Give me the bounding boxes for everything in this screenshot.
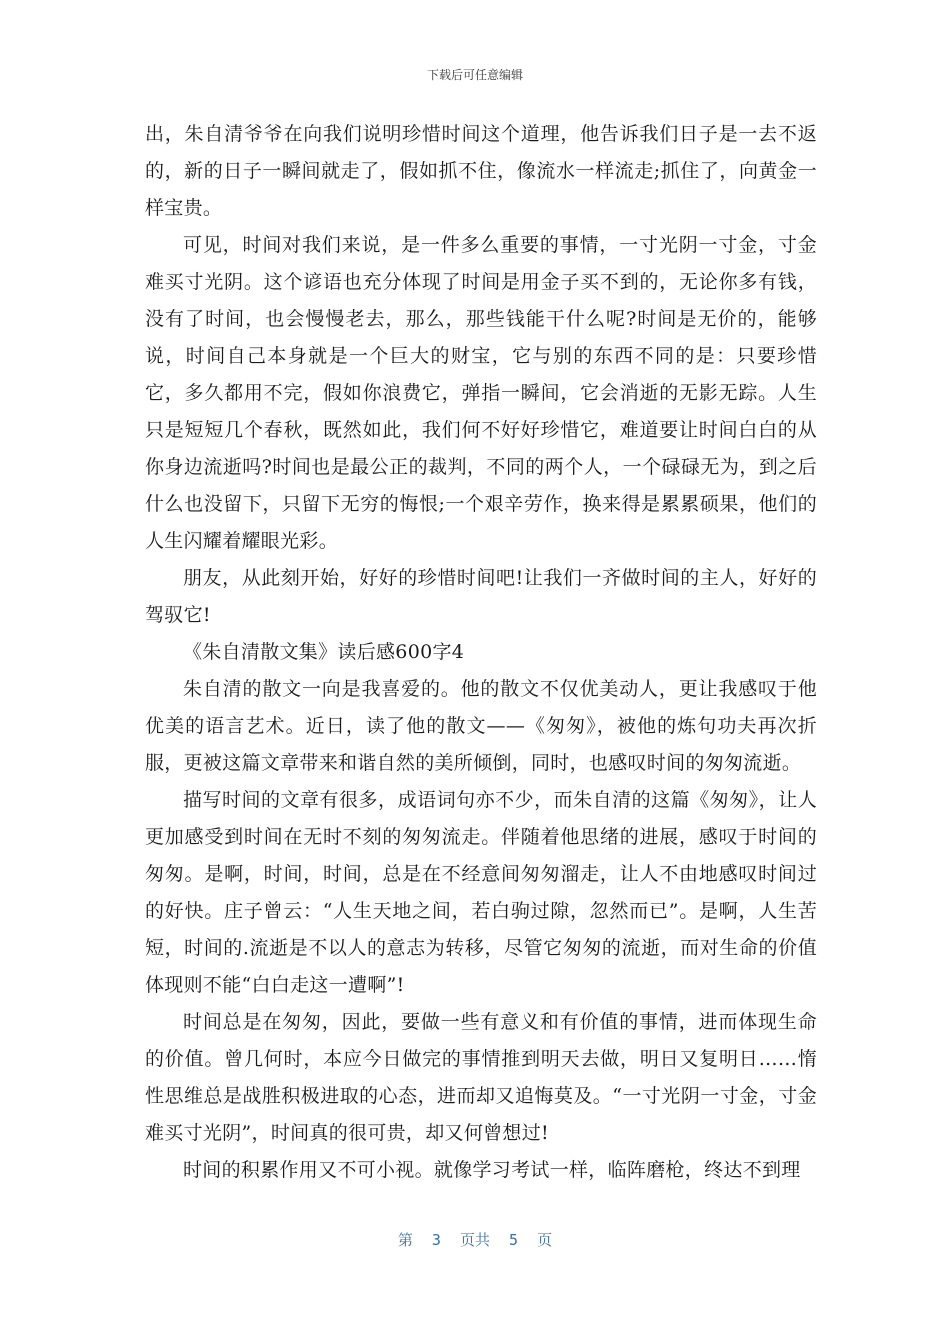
paragraph-2: 可见，时间对我们来说，是一件多么重要的事情，一寸光阴一寸金，寸金难买寸光阴。这个谚语也充分体现了时间是用金子买不到的，无论你多有钱，没有了时间，也会慢慢老去，那么，那些钱能干什么呢?时间是无价的，能够说，时间自己本身就是一个巨大的财宝，它与别的东西不同的是：只要珍惜它，多久都用不完，假如你浪费它，弹指一瞬间，它会消逝的无影无踪。人生只是短短几个春秋，既然如此，我们何不好好珍惜它，难道要让时间白白的从你身边流逝吗?时间也是最公正的裁判，不同的两个人，一个碌碌无为，到之后什么也没留下，只留下无穷的悔恨;一个艰辛劳作，换来得是累累硕果，他们的人生闪耀着耀眼光彩。 <box>145 234 817 552</box>
paragraph-4: 朱自清的散文一向是我喜爱的。他的散文不仅优美动人，更让我感叹于他优美的语言艺术。近日，读了他的散文——《匆匆》，被他的炼句功夫再次折服，更被这篇文章带来和谐自然的美所倾倒，同时，也感叹时间的匆匆流逝。 <box>145 678 817 774</box>
paragraph-3: 朋友，从此刻开始，好好的珍惜时间吧!让我们一齐做时间的主人，好好的驾驭它! <box>145 567 817 626</box>
paragraph-7: 时间的积累作用又不可小视。就像学习考试一样，临阵磨枪，终达不到理 <box>183 1159 801 1181</box>
paragraph-6: 时间总是在匆匆，因此，要做一些有意义和有价值的事情，进而体现生命的价值。曾几何时，本应今日做完的事情推到明天去做，明日又复明日……惰性思维总是战胜积极进取的心态，进而却又追悔莫及。“一寸光阴一寸金，寸金难买寸光阴”，时间真的很可贵，却又何曾想过! <box>145 1011 817 1144</box>
section-heading: 《朱自清散文集》读后感600字4 <box>183 641 465 663</box>
page-header: 下载后可任意编辑 <box>426 68 523 82</box>
paragraph-1: 出，朱自清爷爷在向我们说明珍惜时间这个道理，他告诉我们日子是一去不返的，新的日子一瞬间就走了，假如抓不住，像流水一样流走;抓住了，向黄金一样宝贵。 <box>145 123 817 219</box>
page-footer: 第 3 页共 5 页 <box>397 1231 553 1249</box>
document-body <box>145 116 817 1189</box>
paragraph-5: 描写时间的文章有很多，成语词句亦不少，而朱自清的这篇《匆匆》，让人更加感受到时间在无时不刻的匆匆流走。伴随着他思绪的进展，感叹于时间的匆匆。是啊，时间，时间，总是在不经意间匆匆溜走，让人不由地感叹时间过的好快。庄子曾云：“人生天地之间，若白驹过隙，忽然而已”。是啊，人生苦短，时间的.流逝是不以人的意志为转移，尽管它匆匆的流逝，而对生命的价值体现则不能“白白走这一遭啊”! <box>145 789 817 996</box>
